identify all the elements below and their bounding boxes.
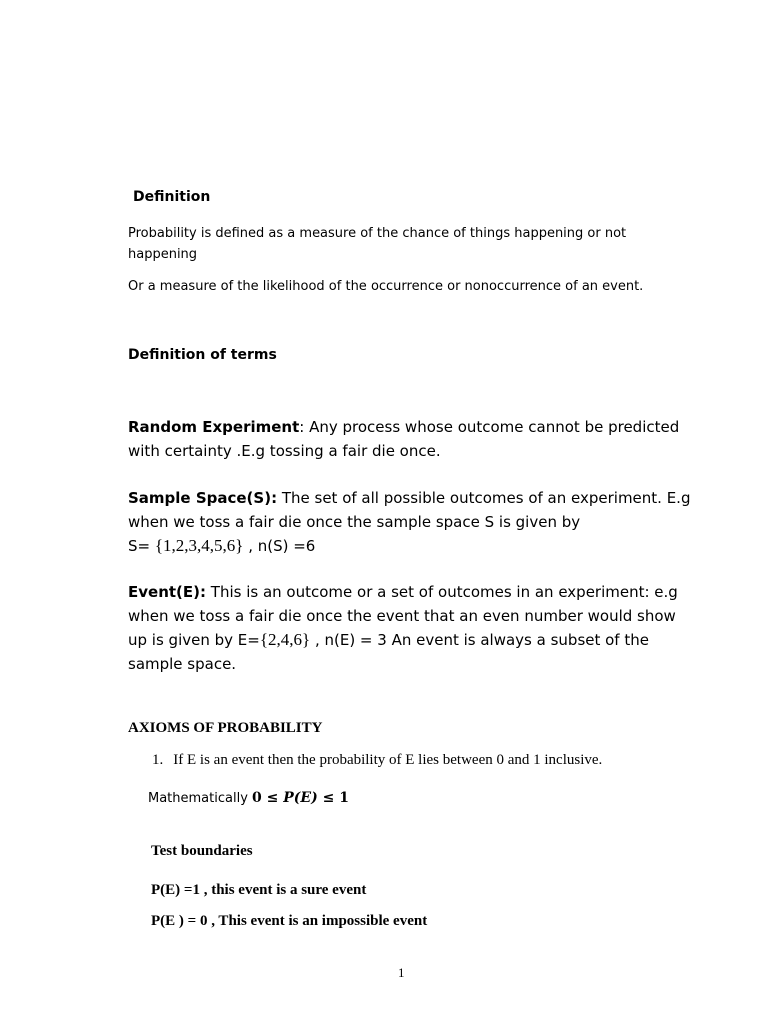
sample-space-set: {1,2,3,4,5,6} [154, 536, 244, 555]
math-expression [252, 790, 349, 806]
sample-space-text: The set of all possible outcomes of an experiment. E.g [277, 489, 691, 507]
math-right: ≤ 1 [317, 790, 349, 806]
random-experiment-line-2: with certainty .E.g tossing a fair die once. [128, 442, 441, 460]
definition-line-1: Probability is defined as a measure of the chance of things happening or not [128, 226, 627, 241]
event-line-1 [128, 580, 678, 604]
event-line-3 [128, 628, 649, 652]
sample-space-count: , n(S) =6 [243, 537, 316, 555]
random-experiment-term: Random Experiment [128, 418, 300, 436]
axiom-1-number: 1. [152, 752, 164, 768]
definition-heading: Definition [133, 189, 211, 205]
math-e: (E) [293, 790, 318, 806]
event-line-2: when we toss a fair die once the event that an even number would show [128, 607, 676, 625]
random-experiment-text: : Any process whose outcome cannot be predicted [299, 418, 680, 436]
test-boundaries-heading: Test boundaries [151, 843, 253, 859]
event-line-4: sample space. [128, 655, 237, 673]
definition-line-2: happening [128, 247, 198, 262]
impossible-event-line: P(E ) = 0 , This event is an impossible event [151, 913, 428, 929]
math-p: P [283, 790, 294, 806]
sure-event-line: P(E) =1 , this event is a sure event [151, 882, 367, 898]
math-label: Mathematically [148, 791, 248, 806]
event-suffix: , n(E) = 3 An event is always a subset of the [310, 631, 649, 649]
sample-space-line-1 [128, 486, 690, 510]
terms-heading: Definition of terms [128, 347, 277, 363]
axioms-heading: AXIOMS OF PROBABILITY [128, 720, 323, 736]
axiom-1 [152, 752, 602, 769]
axiom-1-text: If E is an event then the probability of E lies between 0 and 1 inclusive. [173, 752, 603, 768]
definition-line-3: Or a measure of the likelihood of the occurrence or nonoccurrence of an event. [128, 279, 644, 294]
sample-space-term: Sample Space(S): [128, 489, 278, 507]
sample-space-prefix: S= [128, 537, 155, 555]
math-left: 0 ≤ [252, 790, 284, 806]
random-experiment-line-1 [128, 415, 679, 439]
sample-space-line-3 [128, 534, 315, 558]
event-prefix: up is given by E= [128, 631, 260, 649]
event-term: Event(E): [128, 583, 207, 601]
event-set: {2,4,6} [259, 630, 311, 649]
event-text: This is an outcome or a set of outcomes in an experiment: e.g [206, 583, 678, 601]
math-statement [148, 790, 349, 806]
page-number: 1 [398, 965, 405, 980]
sample-space-line-2: when we toss a fair die once the sample space S is given by [128, 513, 581, 531]
